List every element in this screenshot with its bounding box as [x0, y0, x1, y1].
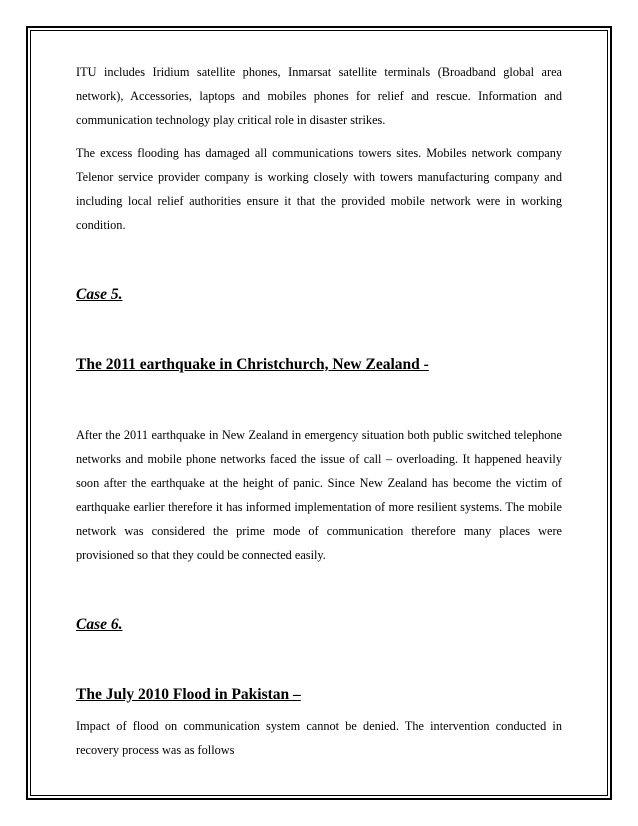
paragraph-pakistan-impact: Impact of flood on communication system cannot be denied. The intervention conducted in recovery process was as follows: [76, 719, 562, 757]
heading-case-5: Case 5.: [76, 286, 123, 303]
heading-christchurch: The 2011 earthquake in Christchurch, New Zealand -: [76, 356, 429, 373]
paragraph-itu: ITU includes Iridium satellite phones, Inmarsat satellite terminals (Broadband global area network), Accessories, laptops and mobiles phones for relief and rescue. Information and communication technology play critical role in disaster strikes.: [76, 65, 562, 127]
heading-case-6: Case 6.: [76, 616, 123, 633]
paragraph-flooding: The excess flooding has damaged all communications towers sites. Mobiles network company Telenor service provider company is working closely with towers manufacturing company and including local relief authorities ensure it that the provided mobile network were in working condition.: [76, 146, 562, 232]
heading-pakistan: The July 2010 Flood in Pakistan –: [76, 686, 301, 703]
paragraph-new-zealand: After the 2011 earthquake in New Zealand in emergency situation both public switched telephone networks and mobile phone networks faced the issue of call – overloading. It happened heavily soon after the earthquake at the height of panic. Since New Zealand has become the victim of earthquake earlier therefore it has informed implementation of more resilient systems. The mobile network was considered the prime mode of communication therefore many places were provisioned so that they could be connected easily.: [76, 428, 562, 562]
page-content: [76, 60, 562, 762]
